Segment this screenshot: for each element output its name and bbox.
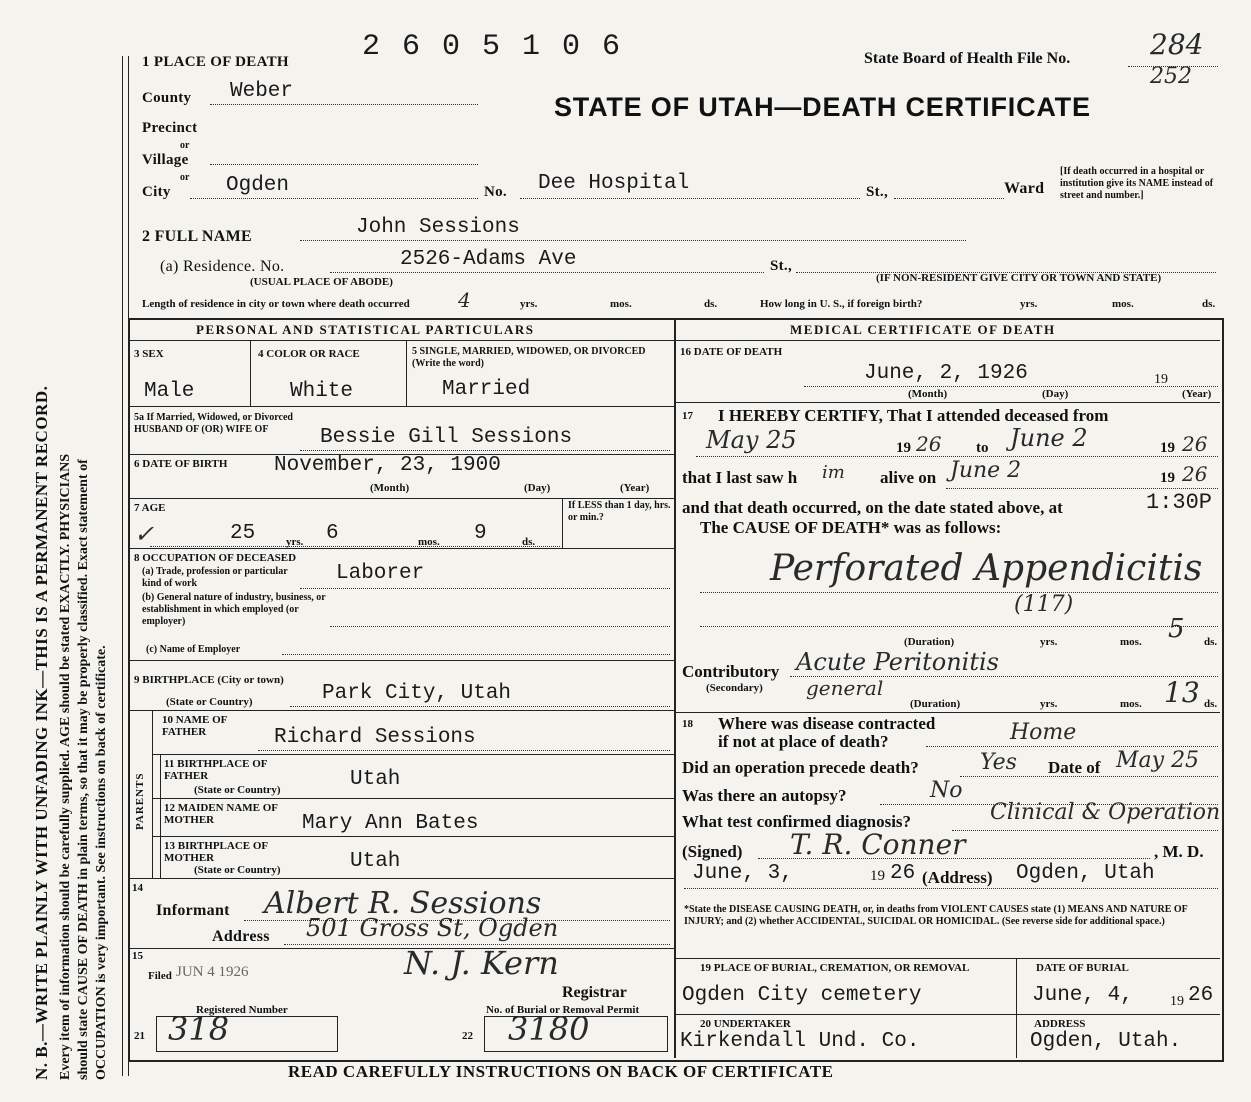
physician-signature: T. R. Conner	[790, 828, 966, 861]
item-18: 18	[682, 718, 693, 730]
age-check: ✓	[134, 520, 155, 548]
duration2-label: (Duration)	[910, 698, 961, 710]
physician-address: Ogden, Utah	[1016, 862, 1155, 885]
residence-label: (a) Residence. No.	[160, 258, 285, 275]
sign-19: 19	[870, 868, 885, 884]
dob-label: 6 DATE OF BIRTH	[134, 458, 228, 470]
undertaker-address: Ogden, Utah.	[1030, 1030, 1182, 1053]
cause-of-death: Perforated Appendicitis	[770, 548, 1203, 589]
death-year-label: (Year)	[1182, 388, 1212, 400]
father-birthplace-label: 11 BIRTHPLACE OF FATHER	[164, 758, 268, 782]
op-date-label: Date of	[1048, 758, 1101, 777]
dob-year-label: (Year)	[620, 482, 650, 494]
alive-19: 19	[1160, 470, 1175, 486]
birthplace-label: 9 BIRTHPLACE (City or town)	[134, 674, 284, 686]
item-21: 21	[134, 1030, 145, 1042]
burial-permit-number: 3180	[508, 1010, 590, 1048]
us-label: How long in U. S., if foreign birth?	[760, 298, 923, 310]
age-mos-label: mos.	[418, 536, 440, 548]
side-note-line4: OCCUPATION is very important. See instructions on back of certificate.	[94, 645, 109, 1080]
precinct-label: Precinct	[142, 120, 198, 136]
reg-number: 318	[168, 1010, 230, 1048]
time-of-death: 1:30P	[1146, 490, 1213, 515]
md-label: , M. D.	[1154, 842, 1204, 861]
city-label: City	[142, 184, 171, 200]
sign-year: 26	[890, 862, 916, 885]
county-label: County	[142, 90, 192, 106]
to-19: 19	[1160, 440, 1175, 456]
place-of-death-label: 1 PLACE OF DEATH	[142, 54, 289, 70]
alive-on-date: June 2	[950, 458, 1022, 483]
residence-st-label: St.,	[770, 258, 793, 274]
city-value: Ogden	[226, 174, 290, 197]
age-yrs-label: yrs.	[286, 536, 304, 548]
burial-place-label: 19 PLACE OF BURIAL, CREMATION, OR REMOVAL	[700, 962, 970, 974]
burial-19: 19	[1170, 994, 1184, 1009]
last-saw-label: that I last saw h	[682, 468, 798, 487]
usual-abode-label: (USUAL PLACE OF ABODE)	[250, 276, 393, 288]
non-resident-label: (IF NON-RESIDENT GIVE CITY OR TOWN AND STATE)	[876, 272, 1162, 284]
undertaker: Kirkendall Und. Co.	[680, 1030, 920, 1053]
registrar-label: Registrar	[562, 984, 627, 1001]
cause-code: (117)	[1014, 592, 1074, 617]
attended-from-year: 26	[916, 432, 942, 456]
sign-date: June, 3,	[692, 862, 793, 885]
alive-on-year: 26	[1182, 462, 1208, 486]
parents-label: PARENTS	[134, 772, 146, 830]
length-ds: ds.	[704, 298, 718, 310]
duration2-days: 13	[1164, 676, 1200, 709]
duration-yrs: yrs.	[1040, 636, 1058, 648]
stamp-number: 2 6 0 5 1 0 6	[362, 30, 623, 64]
length-residence-label: Length of residence in city or town where death occurred	[142, 298, 410, 310]
op-date: May 25	[1116, 748, 1200, 773]
mother-birthplace-label: 13 BIRTHPLACE OF MOTHER	[164, 840, 268, 864]
duration2-ds: ds.	[1204, 698, 1218, 710]
file-no-label: State Board of Health File No.	[864, 50, 1071, 67]
length-residence-value: 4	[458, 288, 471, 312]
autopsy-value: No	[930, 778, 963, 803]
item-14: 14	[132, 882, 143, 894]
no-label: No.	[484, 184, 507, 200]
cause-footnote: *State the DISEASE CAUSING DEATH, or, in deaths from VIOLENT CAUSES state (1) MEANS AND NATURE OF INJURY; and (2) whether ACCIDENTAL, SUICIDAL OR HOMICIDAL. (See reverse side for additional space.)	[684, 904, 1188, 927]
us-yrs: yrs.	[1020, 298, 1038, 310]
burial-place: Ogden City cemetery	[682, 984, 922, 1007]
contributory-label: Contributory	[682, 662, 780, 681]
no-value: Dee Hospital	[538, 172, 690, 195]
burial-date: June, 4,	[1032, 984, 1133, 1007]
duration2-mos: mos.	[1120, 698, 1142, 710]
informant-label: Informant	[156, 902, 230, 919]
occupation-b: (b) General nature of industry, business, or establishment in which employed (or employer)	[142, 592, 326, 627]
village-label: Village	[142, 152, 189, 168]
file-no-2: 252	[1150, 64, 1192, 89]
age-ds-label: ds.	[522, 536, 536, 548]
burial-date-label: DATE OF BURIAL	[1036, 962, 1129, 974]
ward-label: Ward	[1004, 180, 1045, 197]
age-days: 9	[474, 522, 487, 545]
county-value: Weber	[230, 80, 294, 103]
less-than-label: If LESS than 1 day, hrs. or min.?	[568, 500, 671, 523]
cause-label: The CAUSE OF DEATH* was as follows:	[700, 518, 1002, 537]
dob-month-label: (Month)	[370, 482, 410, 494]
duration-label: (Duration)	[904, 636, 955, 648]
occupation-value: Laborer	[336, 562, 425, 585]
age-label: 7 AGE	[134, 502, 166, 514]
from-19: 19	[896, 440, 911, 456]
us-mos: mos.	[1112, 298, 1134, 310]
where-contracted-label-2: if not at place of death?	[718, 732, 889, 751]
item-22: 22	[462, 1030, 473, 1042]
contributory-cause-2: general	[806, 676, 884, 700]
filed-label: Filed	[148, 970, 172, 982]
death-month-label: (Month)	[908, 388, 948, 400]
occupation-label: 8 OCCUPATION OF DECEASED	[134, 552, 297, 564]
certify-text: I HEREBY CERTIFY, That I attended deceased from	[718, 406, 1109, 425]
item-15: 15	[132, 950, 143, 962]
occupation-c: (c) Name of Employer	[146, 644, 241, 655]
side-note-line1: N. B.—WRITE PLAINLY WITH UNFADING INK—THIS IS A PERMANENT RECORD.	[32, 385, 51, 1080]
st-label: St.,	[866, 184, 889, 200]
color-value: White	[290, 380, 354, 403]
father-birthplace-state: (State or Country)	[194, 784, 281, 796]
signed-label: (Signed)	[682, 842, 743, 861]
father-name-label: 10 NAME OF FATHER	[162, 714, 227, 738]
occupation-a: (a) Trade, profession or particular kind of work	[142, 566, 288, 589]
last-saw-him: im	[822, 462, 845, 483]
us-ds: ds.	[1202, 298, 1216, 310]
sex-label: 3 SEX	[134, 348, 164, 360]
filed-date: JUN 4 1926	[176, 964, 249, 980]
full-name-label: 2 FULL NAME	[142, 228, 252, 245]
marital-label: 5 SINGLE, MARRIED, WIDOWED, OR DIVORCED (Write the word)	[412, 346, 646, 369]
physician-address-label: (Address)	[922, 868, 993, 887]
reg-number-label: Registered Number	[196, 1004, 288, 1016]
mother-name: Mary Ann Bates	[302, 812, 479, 835]
medical-section-title: MEDICAL CERTIFICATE OF DEATH	[790, 322, 1056, 337]
date-19: 19	[1154, 372, 1168, 387]
dob-value: November, 23, 1900	[274, 454, 501, 477]
alive-on-label: alive on	[880, 468, 937, 487]
full-name-value: John Sessions	[356, 216, 520, 239]
duration-mos: mos.	[1120, 636, 1142, 648]
side-note-line3: should state CAUSE OF DEATH in plain terms, so that it may be properly classified. Exact statement of	[76, 459, 91, 1080]
color-label: 4 COLOR OR RACE	[258, 348, 360, 360]
mother-name-label: 12 MAIDEN NAME OF MOTHER	[164, 802, 278, 826]
attended-to: June 2	[1010, 424, 1088, 452]
secondary-label: (Secondary)	[706, 682, 763, 694]
test-label: What test confirmed diagnosis?	[682, 812, 912, 831]
informant-signature: Albert R. Sessions	[264, 886, 542, 921]
personal-section-title: PERSONAL AND STATISTICAL PARTICULARS	[196, 322, 535, 337]
birthplace-value: Park City, Utah	[322, 682, 512, 705]
death-occurred-label: and that death occurred, on the date stated above, at	[682, 498, 1063, 517]
contributory-cause: Acute Peritonitis	[796, 648, 999, 676]
burial-year: 26	[1188, 984, 1214, 1007]
ward-note: [If death occurred in a hospital or institution give its NAME instead of street and number.]	[1060, 166, 1214, 201]
registrar-signature: N. J. Kern	[404, 944, 559, 982]
to-label: to	[976, 440, 989, 456]
length-mos: mos.	[610, 298, 632, 310]
age-years: 25	[230, 522, 256, 545]
informant-address: 501 Gross St, Ogden	[306, 914, 559, 942]
date-of-death: June, 2, 1926	[864, 362, 1028, 385]
duration-ds: ds.	[1204, 636, 1218, 648]
item-17: 17	[682, 410, 693, 422]
father-name: Richard Sessions	[274, 726, 476, 749]
side-note-line2: Every item of information should be carefully supplied. AGE should be stated EXACTLY. PHYSICIANS	[58, 453, 73, 1080]
spouse-value: Bessie Gill Sessions	[320, 426, 573, 449]
informant-address-label: Address	[212, 928, 270, 945]
duration-days: 5	[1168, 614, 1185, 644]
autopsy-label: Was there an autopsy?	[682, 786, 847, 805]
date-of-death-label: 16 DATE OF DEATH	[680, 346, 783, 358]
attended-from: May 25	[706, 426, 797, 454]
test-value: Clinical & Operation	[990, 800, 1221, 825]
birthplace-state-label: (State or Country)	[166, 696, 253, 708]
marital-value: Married	[442, 378, 531, 401]
or-1: or	[180, 140, 190, 151]
age-months: 6	[326, 522, 339, 545]
where-contracted: Home	[1010, 720, 1077, 745]
father-birthplace: Utah	[350, 768, 401, 791]
undertaker-address-label: ADDRESS	[1034, 1018, 1086, 1030]
attended-to-year: 26	[1182, 432, 1208, 456]
residence-value: 2526-Adams Ave	[400, 248, 577, 271]
sex-value: Male	[144, 380, 195, 403]
mother-birthplace: Utah	[350, 850, 401, 873]
file-no: 284	[1150, 28, 1204, 61]
duration2-yrs: yrs.	[1040, 698, 1058, 710]
where-contracted-label: Where was disease contracted	[718, 714, 936, 733]
spouse-label: 5a If Married, Widowed, or Divorced HUSBAND OF (OR) WIFE OF	[134, 412, 293, 435]
death-day-label: (Day)	[1042, 388, 1069, 400]
operation-value: Yes	[980, 750, 1017, 775]
mother-birthplace-state: (State or Country)	[194, 864, 281, 876]
undertaker-label: 20 UNDERTAKER	[700, 1018, 791, 1030]
dob-day-label: (Day)	[524, 482, 551, 494]
burial-permit-label: No. of Burial or Removal Permit	[486, 1004, 640, 1016]
footer-instructions: READ CAREFULLY INSTRUCTIONS ON BACK OF CERTIFICATE	[288, 1062, 834, 1081]
certificate-title: STATE OF UTAH—DEATH CERTIFICATE	[554, 92, 1091, 122]
length-yrs: yrs.	[520, 298, 538, 310]
or-2: or	[180, 172, 190, 183]
operation-label: Did an operation precede death?	[682, 758, 919, 777]
